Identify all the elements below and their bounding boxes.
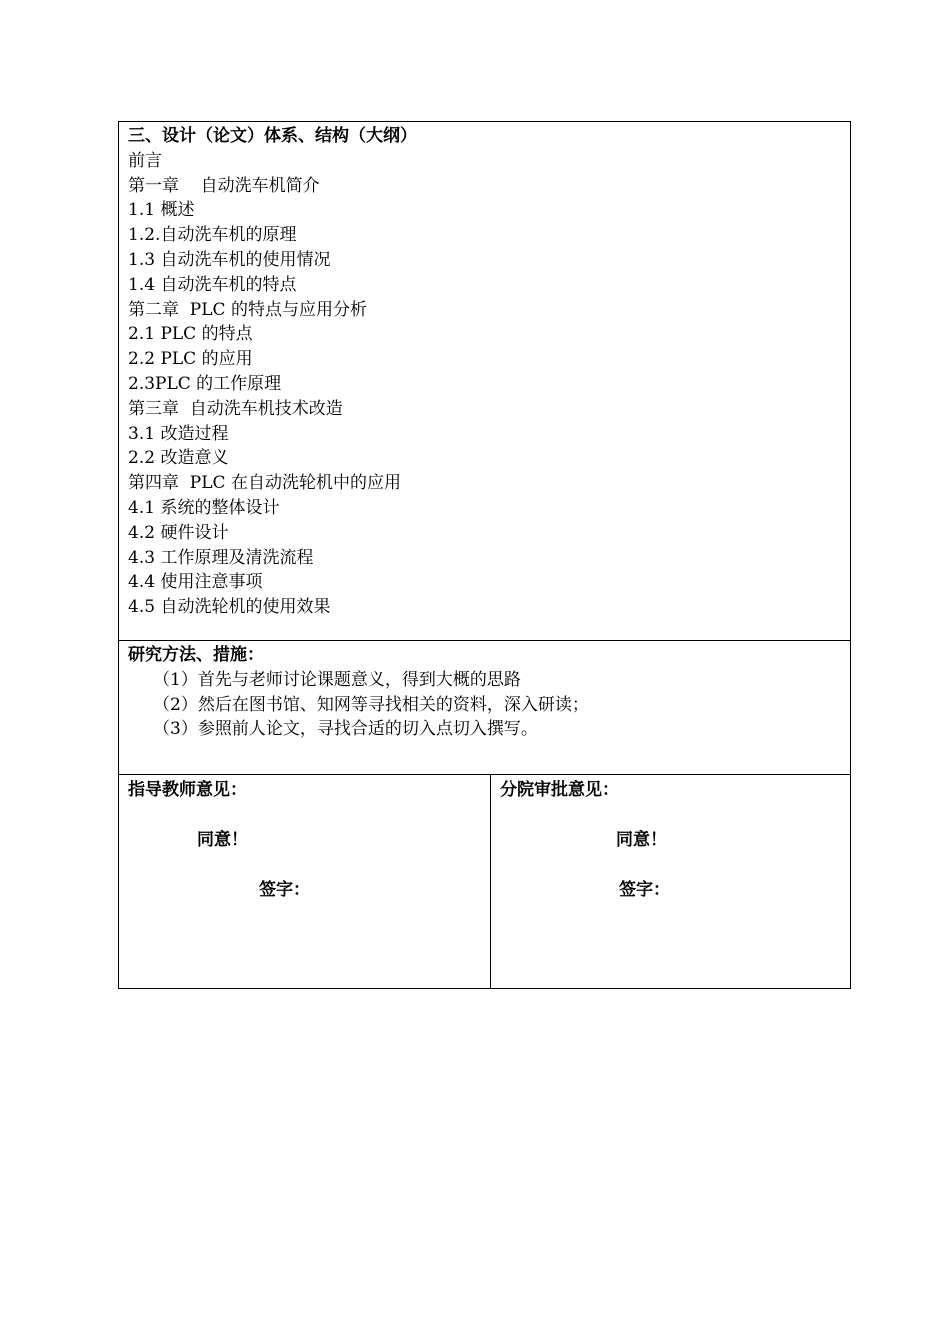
outline-item: 第一章 自动洗车机简介 [128,175,320,196]
department-signature-label: 签字： [619,880,670,900]
outline-item: 前言 [128,150,162,171]
advisor-opinion-cell [119,775,491,988]
outline-item: 4.2 硬件设计 [128,522,229,543]
outline-item: 2.2 改造意义 [128,448,229,469]
approval-section [119,775,850,988]
methods-heading: 研究方法、措施： [128,645,264,665]
method-item: （2）然后在图书馆、知网等寻找相关的资料，深入研读； [153,694,589,715]
outline-item: 4.5 自动洗轮机的使用效果 [128,597,331,618]
department-opinion-cell [491,775,850,988]
outline-item: 1.4 自动洗车机的特点 [128,274,297,295]
outline-item: 第三章 自动洗车机技术改造 [128,398,343,419]
outline-item: 4.1 系统的整体设计 [128,497,280,518]
outline-item: 1.1 概述 [128,200,195,221]
outline-item: 4.4 使用注意事项 [128,572,263,593]
advisor-signature-label: 签字： [259,880,310,900]
outline-item: 1.2.自动洗车机的原理 [128,225,297,246]
department-opinion: 同意！ [616,830,667,850]
outline-item: 第四章 PLC 在自动洗轮机中的应用 [128,473,401,494]
method-item: （1）首先与老师讨论课题意义，得到大概的思路 [153,669,521,690]
outline-section [119,122,850,641]
department-heading: 分院审批意见： [500,780,619,800]
advisor-opinion: 同意！ [197,830,248,850]
methods-section [119,641,850,775]
proposal-form-table [118,121,851,989]
advisor-heading: 指导教师意见： [128,780,247,800]
outline-item: 1.3 自动洗车机的使用情况 [128,249,331,270]
outline-item: 2.3PLC 的工作原理 [128,373,282,394]
outline-heading: 三、设计（论文）体系、结构（大纲） [128,126,417,146]
outline-item: 2.2 PLC 的应用 [128,349,253,370]
outline-item: 4.3 工作原理及清洗流程 [128,547,314,568]
outline-item: 3.1 改造过程 [128,423,229,444]
outline-item: 2.1 PLC 的特点 [128,324,253,345]
method-item: （3）参照前人论文，寻找合适的切入点切入撰写。 [153,719,538,740]
outline-item: 第二章 PLC 的特点与应用分析 [128,299,367,320]
